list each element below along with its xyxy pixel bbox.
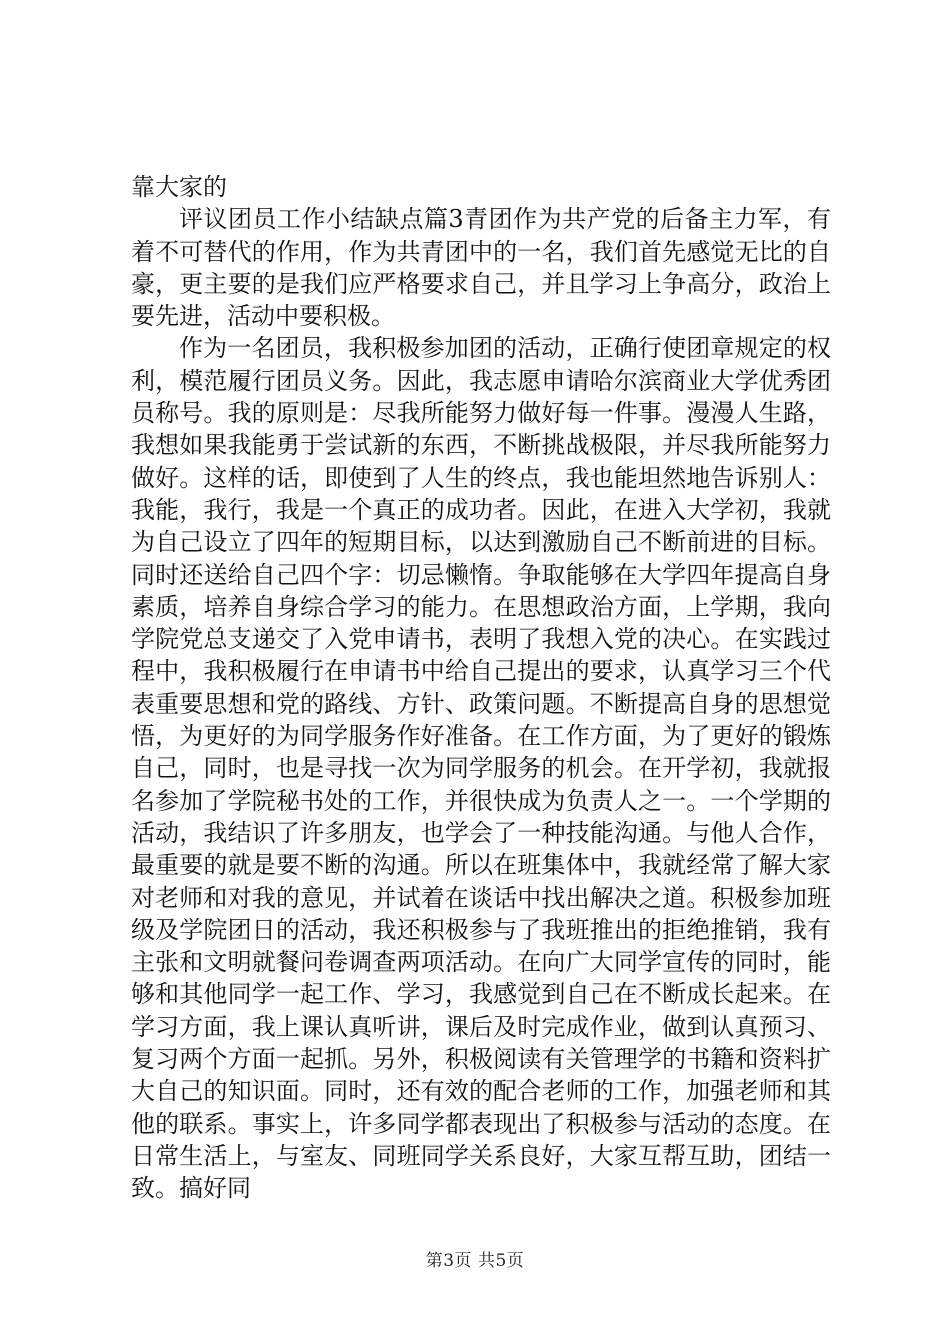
page-number-footer: 第3页 共5页 — [425, 1251, 525, 1271]
paragraph-intro: 评议团员工作小结缺点篇3青团作为共产党的后备主力军，有着不可替代的作用，作为共青团中的一名，我们首先感觉无比的自豪，更主要的是我们应严格要求自己，并且学习上争高分，政治上要先进，活动中要积极。 — [131, 205, 831, 331]
document-body — [131, 171, 831, 1205]
paragraph-main: 作为一名团员，我积极参加团的活动，正确行使团章规定的权利，模范履行团员义务。因此，我志愿申请哈尔滨商业大学优秀团员称号。我的原则是：尽我所能努力做好每一件事。漫漫人生路，我想如果我能勇于尝试新的东西，不断挑战极限，并尽我所能努力做好。这样的话，即使到了人生的终点，我也能坦然地告诉别人：我能，我行，我是一个真正的成功者。因此，在进入大学初，我就为自己设立了四年的短期目标，以达到激励自己不断前进的目标。同时还送给自己四个字：切忌懒惰。争取能够在大学四年提高自身素质，培养自身综合学习的能力。在思想政治方面，上学期，我向学院党总支递交了入党申请书，表明了我想入党的决心。在实践过程中，我积极履行在申请书中给自己提出的要求，认真学习三个代表重要思想和党的路线、方针、政策问题。不断提高自身的思想觉悟，为更好的为同学服务作好准备。在工作方面，为了更好的锻炼自己，同时，也是寻找一次为同学服务的机会。在开学初，我就报名参加了学院秘书处的工作，并很快成为负责人之一。一个学期的活动，我结识了许多朋友，也学会了一种技能沟通。与他人合作，最重要的就是要不断的沟通。所以在班集体中，我就经常了解大家对老师和对我的意见，并试着在谈话中找出解决之道。积极参加班级及学院团日的活动，我还积极参与了我班推出的拒绝推销，我有主张和文明就餐问卷调查两项活动。在向广大同学宣传的同时，能够和其他同学一起工作、学习，我感觉到自己在不断成长起来。在学习方面，我上课认真听讲，课后及时完成作业，做到认真预习、复习两个方面一起抓。另外，积极阅读有关管理学的书籍和资料扩大自己的知识面。同时，还有效的配合老师的工作，加强老师和其他的联系。事实上，许多同学都表现出了积极参与活动的态度。在日常生活上，与室友、同班同学关系良好，大家互帮互助，团结一致。搞好同 — [131, 334, 831, 1203]
paragraph-continuation: 靠大家的 — [131, 173, 227, 201]
